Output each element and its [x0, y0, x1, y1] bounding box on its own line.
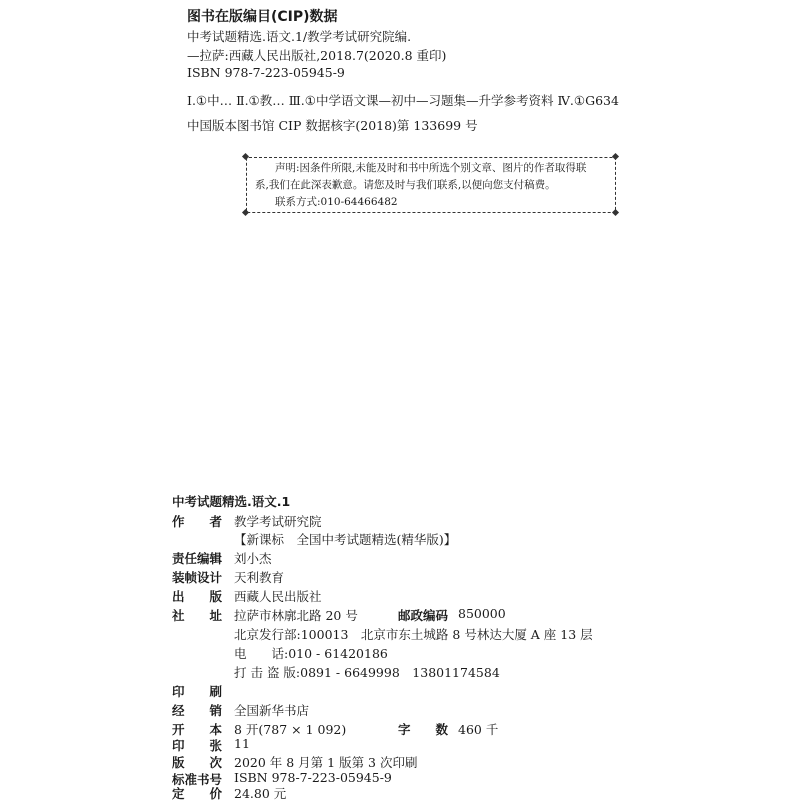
author-label: 作 者 [172, 514, 223, 529]
postcode-value: 850000 [458, 606, 506, 621]
postcode-label: 邮政编码 [398, 608, 449, 623]
antipiracy-hotline: 打 击 盗 版:0891 - 6649998 13801174584 [234, 665, 500, 680]
edition-value: 2020 年 8 月第 1 版第 3 次印刷 [234, 755, 418, 770]
designer-value: 天利教育 [234, 570, 285, 585]
distributor-label: 经 销 [172, 703, 223, 718]
print-label: 印 刷 [172, 684, 223, 699]
notice-line-2: 系,我们在此深表歉意。请您及时与我们联系,以便向您支付稿费。 [255, 179, 556, 191]
series-name: 【新课标 全国中考试题精选(精华版)】 [234, 532, 457, 547]
address-label: 社 址 [172, 608, 223, 623]
sheets-label: 印 张 [172, 738, 223, 753]
address-value: 拉萨市林廓北路 20 号 [234, 608, 358, 623]
notice-line-1: 声明:因条件所限,未能及时和书中所选个别文章、图片的作者取得联 [275, 162, 587, 174]
cip-line-1: 中考试题精选.语文.1/教学考试研究院编. [187, 29, 412, 44]
editor-label: 责任编辑 [172, 551, 223, 566]
publisher-value: 西藏人民出版社 [234, 589, 322, 604]
notice-contact: 联系方式:010-64466482 [275, 196, 398, 208]
words-label: 字 数 [398, 722, 449, 737]
publisher-label: 出 版 [172, 589, 223, 604]
format-value: 8 开(787 × 1 092) [234, 722, 347, 737]
price-value: 24.80 元 [234, 786, 287, 801]
book-title: 中考试题精选.语文.1 [172, 494, 291, 509]
cip-title: 图书在版编目(CIP)数据 [187, 9, 338, 25]
format-label: 开 本 [172, 722, 223, 737]
cip-line-2: —拉萨:西藏人民出版社,2018.7(2020.8 重印) [187, 48, 447, 63]
phone: 电 话:010 - 61420186 [234, 646, 388, 661]
isbn-value: ISBN 978-7-223-05945-9 [234, 770, 392, 785]
cip-classification: Ⅰ.①中… Ⅱ.①教… Ⅲ.①中学语文课—初中—习题集—升学参考资料 Ⅳ.①G634 [187, 93, 619, 108]
copyright-notice-box [246, 157, 616, 213]
designer-label: 装帧设计 [172, 570, 223, 585]
sheets-value: 11 [234, 736, 250, 751]
words-value: 460 千 [458, 722, 499, 737]
edition-label: 版 次 [172, 755, 223, 770]
distributor-value: 全国新华书店 [234, 703, 310, 718]
author-value: 教学考试研究院 [234, 514, 322, 529]
corner-diamond-icon [612, 209, 619, 216]
price-label: 定 价 [172, 786, 223, 801]
cip-line-3: ISBN 978-7-223-05945-9 [187, 65, 345, 80]
cip-catalog-number: 中国版本图书馆 CIP 数据核字(2018)第 133699 号 [187, 118, 478, 133]
editor-value: 刘小杰 [234, 551, 272, 566]
isbn-label: 标准书号 [172, 772, 223, 787]
beijing-dept: 北京发行部:100013 北京市东土城路 8 号林达大厦 A 座 13 层 [234, 627, 593, 642]
